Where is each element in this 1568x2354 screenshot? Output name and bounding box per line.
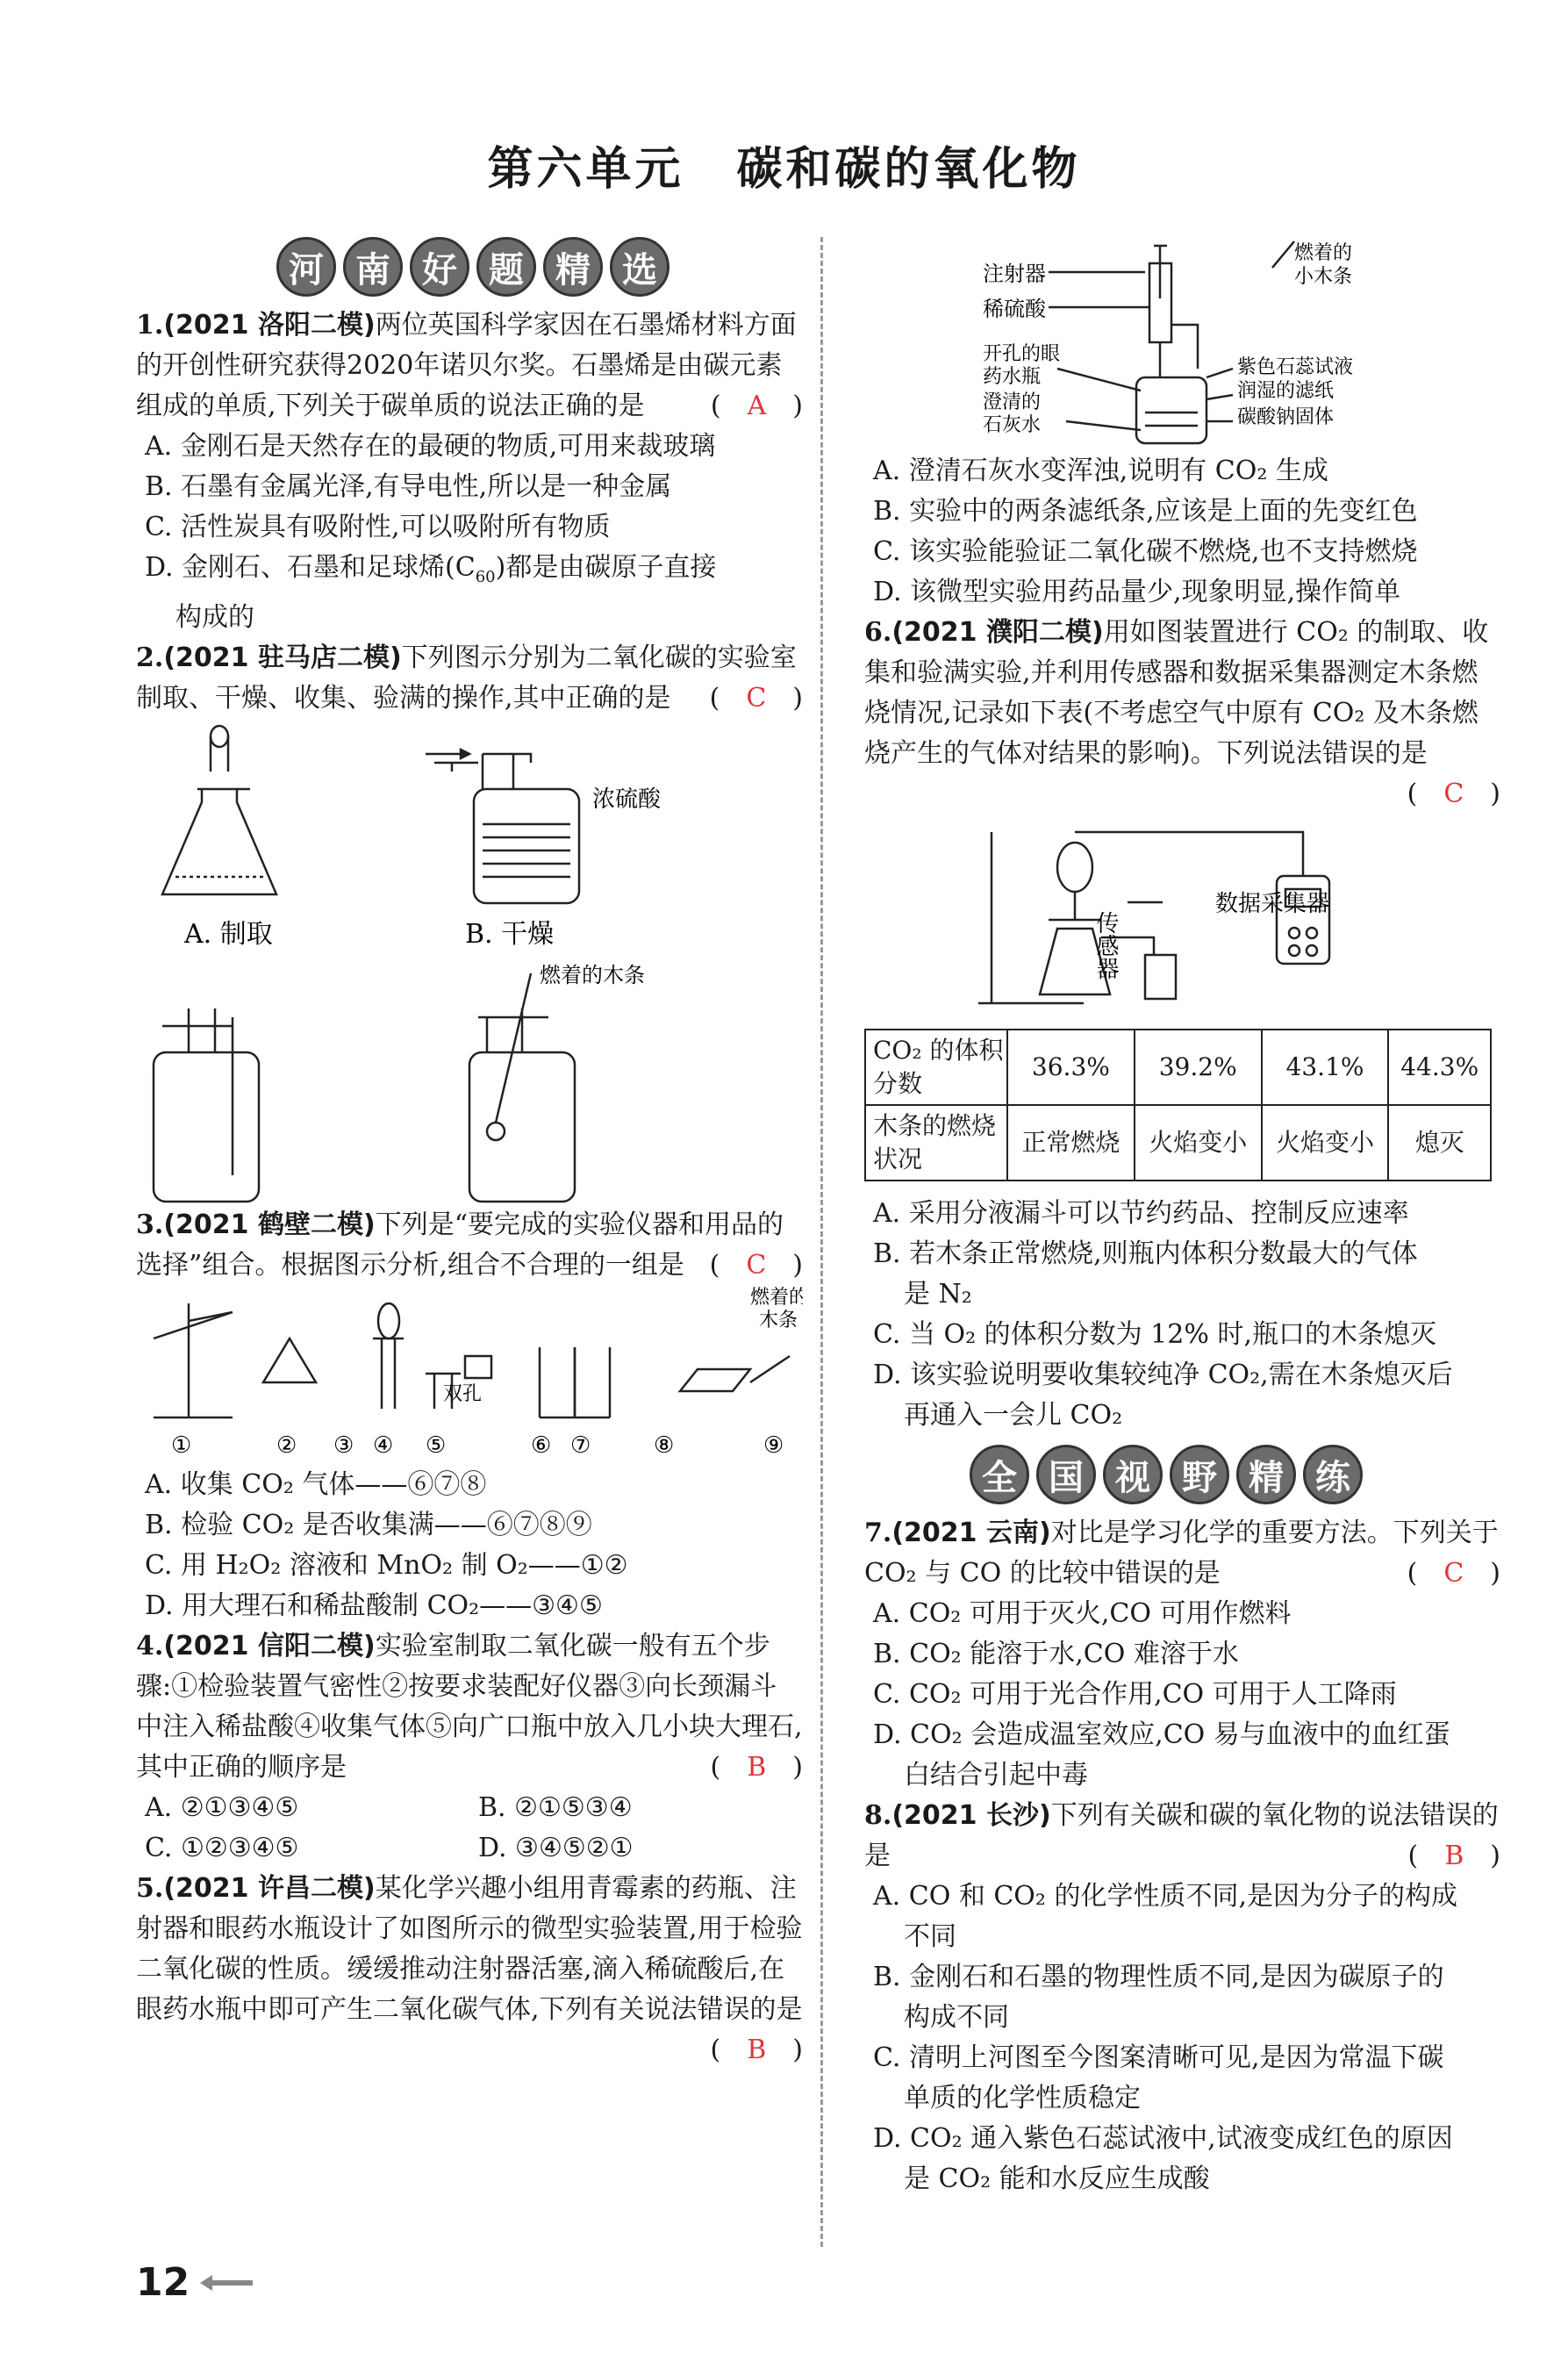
option-c-cont: 单质的化学性质稳定 xyxy=(904,2083,1141,2114)
option-b: B. 金刚石和石墨的物理性质不同,是因为碳原子的 xyxy=(873,1962,1444,1992)
answer-slot: ( C ) xyxy=(1407,779,1500,809)
question-3: 3.(2021 鹤壁二模)下列是“要完成的实验仪器和用品的选择”组合。根据图示分析,组合不合理的一组是 ( C ) 双孔 燃着的 木条 ① ② ③ ④ ⑤ ⑥ ⑦ ⑧ ⑨ A. 收集 CO₂ 气体——⑥⑦⑧ B. 检验 CO₂ 是否收集满——⑥⑦⑧⑨ C. 用 H₂O₂ 溶液和 MnO₂ 制 O₂——①② D. 用大理石和稀盐酸制 CO₂——③④⑤ xyxy=(136,1205,803,1626)
option-a: A. 收集 CO₂ 气体——⑥⑦⑧ xyxy=(145,1469,487,1500)
banner-char: 精 xyxy=(543,237,603,297)
label-burning: 燃着的 xyxy=(1294,242,1353,264)
arrow-left-icon xyxy=(200,2275,253,2291)
option-b-cont: 是 N₂ xyxy=(904,1279,972,1310)
question-1 xyxy=(136,305,803,638)
label-small-stick: 小木条 xyxy=(1294,266,1353,288)
label-3: ③ xyxy=(333,1432,354,1459)
label-eye-bottle-2: 药水瓶 xyxy=(983,366,1042,388)
banner-char: 南 xyxy=(343,237,403,297)
table-cell: 44.3% xyxy=(1388,1030,1491,1105)
option-a: A. 金刚石是天然存在的最硬的物质,可用来裁玻璃 xyxy=(145,431,716,462)
option-a: A. 采用分液漏斗可以节约药品、控制反应速率 xyxy=(873,1198,1409,1229)
label-7: ⑦ xyxy=(570,1432,591,1459)
table-cell: 火焰变小 xyxy=(1262,1105,1389,1181)
section-banner-national xyxy=(970,1445,1500,1504)
banner-char: 题 xyxy=(476,237,536,297)
q3-equipment-figure xyxy=(136,1286,803,1461)
label-dilute-acid: 稀硫酸 xyxy=(983,297,1046,321)
banner-char: 练 xyxy=(1303,1445,1363,1504)
question-source: (2021 鹤壁二模) xyxy=(163,1209,376,1240)
label-filter-paper: 润湿的滤纸 xyxy=(1237,380,1335,402)
option-b: B. CO₂ 能溶于水,CO 难溶于水 xyxy=(873,1639,1239,1669)
question-source: (2021 洛阳二模) xyxy=(163,310,376,341)
banner-char: 河 xyxy=(276,237,336,297)
answer-letter: C xyxy=(1443,779,1464,809)
answer-letter: B xyxy=(747,2035,767,2065)
q5-option-c: C. 该实验能验证二氧化碳不燃烧,也不支持燃烧 xyxy=(873,536,1418,567)
question-stem: 下列是“要完成的实验仪器和用品的选择”组合。根据图示分析,组合不合理的一组是 xyxy=(136,1209,784,1281)
table-cell: 木条的燃烧状况 xyxy=(865,1105,1007,1181)
answer-letter: C xyxy=(746,683,767,714)
label-stick: 木条 xyxy=(759,1310,798,1331)
question-7: 7.(2021 云南)对比是学习化学的重要方法。下列关于 CO₂ 与 CO 的比较中错误的是 ( C ) A. CO₂ 可用于灭火,CO 可用作燃料 B. CO₂ 能溶于水,CO 难溶于水 C. CO₂ 可用于光合作用,CO 可用于人工降雨 D. CO₂ 会造成温室效应,CO 易与血液中的血红蛋 白结合引起中毒 xyxy=(864,1513,1500,1796)
right-column xyxy=(864,237,1500,2200)
question-stem: 实验室制取二氧化碳一般有五个步骤:①检验装置气密性②按要求装配好仪器③向长颈漏斗中注入稀盐酸④收集气体⑤向广口瓶中放入几小块大理石,其中正确的顺序是 xyxy=(136,1631,803,1783)
label-5: ⑤ xyxy=(426,1432,447,1459)
question-stem: 用如图装置进行 CO₂ 的制取、收集和验满实验,并利用传感器和数据采集器测定木条燃烧情况,记录如下表(不考虑空气中原有 CO₂ 及木条燃烧产生的气体对结果的影响)。下列说法错误的是 xyxy=(864,617,1489,769)
answer-slot: ( B ) xyxy=(710,2035,803,2065)
question-source: (2021 驻马店二模) xyxy=(163,642,402,673)
label-4: ④ xyxy=(373,1432,394,1459)
table-cell: 36.3% xyxy=(1007,1030,1135,1105)
option-c: C. 用 H₂O₂ 溶液和 MnO₂ 制 O₂——①② xyxy=(145,1550,628,1581)
option-d: D. CO₂ 会造成温室效应,CO 易与血液中的血红蛋 xyxy=(873,1719,1450,1750)
label-8: ⑧ xyxy=(654,1432,675,1459)
option-a: A. CO 和 CO₂ 的化学性质不同,是因为分子的构成 xyxy=(873,1881,1458,1912)
answer-letter: C xyxy=(1443,1558,1464,1589)
label-double-hole: 双孔 xyxy=(443,1383,483,1405)
answer-slot: ( B ) xyxy=(1407,1841,1500,1871)
table-row xyxy=(865,1105,1491,1181)
table-cell: 39.2% xyxy=(1135,1030,1262,1105)
option-d: D. 该实验说明要收集较纯净 CO₂,需在木条熄灭后 xyxy=(873,1360,1453,1390)
question-source: (2021 信阳二模) xyxy=(163,1631,376,1661)
option-d: D. CO₂ 通入紫色石蕊试液中,试液变成红色的原因 xyxy=(873,2123,1453,2154)
table-row xyxy=(865,1030,1491,1105)
q6-apparatus-figure xyxy=(864,815,1500,1016)
answer-letter: B xyxy=(747,1752,767,1783)
answer-slot: ( C ) xyxy=(709,1250,803,1281)
label-conc-acid: 浓硫酸 xyxy=(592,786,662,813)
label-data-collector: 数据采集器 xyxy=(1215,891,1330,917)
flask-icon xyxy=(162,726,276,894)
banner-char: 国 xyxy=(1036,1445,1096,1504)
option-c: C. CO₂ 可用于光合作用,CO 可用于人工降雨 xyxy=(873,1679,1397,1710)
question-5: 5.(2021 许昌二模)某化学兴趣小组用青霉素的药瓶、注射器和眼药水瓶设计了如图所示的微型实验装置,用于检验二氧化碳的性质。缓缓推动注射器活塞,滴入稀硫酸后,在眼药水瓶中即可产生二氧化碳气体,下列有关说法错误的是 ( B ) xyxy=(136,1869,803,2030)
q5-apparatus-figure xyxy=(864,237,1500,448)
option-b: B. 石墨有金属光泽,有导电性,所以是一种金属 xyxy=(145,471,672,502)
question-source: (2021 濮阳二模) xyxy=(891,617,1104,648)
label-eye-bottle-1: 开孔的眼 xyxy=(983,343,1061,365)
question-6: 6.(2021 濮阳二模)用如图装置进行 CO₂ 的制取、收集和验满实验,并利用传感器和数据采集器测定木条燃烧情况,记录如下表(不考虑空气中原有 CO₂ 及木条燃烧产生的气体对结果的影响)。下列说法错误的是 ( C ) 传感器 数据采集器 CO₂ 的体积分数 36.3% 39.2% 43.1% 44.3% 木条的燃烧状况 正常燃烧 火焰变小 火焰变小 熄灭 A. 采用分液漏斗可以节约药品、控制反应速率 B. 若木条正常燃烧,则瓶内体积分数最大的气体 是 N₂ C. 当 O₂ 的体积分数为 12% 时,瓶口的木条熄灭 D. 该实验说明要收集较纯净 CO₂,需在木条熄灭后 再通入一会儿 CO₂ xyxy=(864,613,1500,1436)
table-cell: CO₂ 的体积分数 xyxy=(865,1030,1007,1105)
question-4: 4.(2021 信阳二模)实验室制取二氧化碳一般有五个步骤:①检验装置气密性②按要求装配好仪器③向长颈漏斗中注入稀盐酸④收集气体⑤向广口瓶中放入几小块大理石,其中正确的顺序是 ( B ) A. ②①③④⑤ B. ②①⑤③④ C. ①②③④⑤ D. ③④⑤②① xyxy=(136,1626,803,1869)
label-1: ① xyxy=(171,1432,192,1459)
answer-slot: ( B ) xyxy=(710,1752,803,1783)
question-2: 2.(2021 驻马店二模)下列图示分别为二氧化碳的实验室制取、干燥、收集、验满的操作,其中正确的是 ( C ) A. 制取 浓硫酸 B. 干燥 燃着的木条 xyxy=(136,638,803,1214)
option-c: C. 清明上河图至今图案清晰可见,是因为常温下碳 xyxy=(873,2042,1444,2073)
banner-char: 选 xyxy=(610,237,669,297)
table-cell: 火焰变小 xyxy=(1135,1105,1262,1181)
answer-slot: ( C ) xyxy=(1407,1558,1500,1589)
label-burning-stick: 燃着的木条 xyxy=(540,963,645,987)
label-6: ⑥ xyxy=(531,1432,552,1459)
label-limewater-2: 石灰水 xyxy=(983,414,1042,436)
question-source: (2021 云南) xyxy=(891,1518,1051,1548)
question-source: (2021 许昌二模) xyxy=(163,1873,376,1904)
section-banner-henan xyxy=(276,237,803,297)
q5-option-b: B. 实验中的两条滤纸条,应该是上面的先变红色 xyxy=(873,496,1418,527)
option-d-cont: 白结合引起中毒 xyxy=(904,1760,1088,1791)
page-title: 第六单元 碳和碳的氧化物 xyxy=(487,143,1081,196)
option-a: A. CO₂ 可用于灭火,CO 可用作燃料 xyxy=(873,1598,1292,1629)
option-b: B. 若木条正常燃烧,则瓶内体积分数最大的气体 xyxy=(873,1238,1418,1269)
table-cell: 熄灭 xyxy=(1388,1105,1491,1181)
answer-slot: ( A ) xyxy=(710,391,803,421)
page-number: 12 xyxy=(136,2260,190,2305)
option-a-cont: 不同 xyxy=(904,1921,956,1952)
label-2: ② xyxy=(276,1432,297,1459)
q5-option-a: A. 澄清石灰水变浑浊,说明有 CO₂ 生成 xyxy=(873,456,1328,486)
label-9: ⑨ xyxy=(763,1432,784,1459)
q5-option-d: D. 该微型实验用药品量少,现象明显,操作简单 xyxy=(873,577,1401,607)
banner-char: 精 xyxy=(1236,1445,1296,1504)
label-limewater-1: 澄清的 xyxy=(983,391,1042,413)
option-c: C. 活性炭具有吸附性,可以吸附所有物质 xyxy=(145,512,611,542)
question-stem: 两位英国科学家因在石墨烯材料方面的开创性研究获得2020年诺贝尔奖。石墨烯是由碳元素组成的单质,下列关于碳单质的说法正确的是 xyxy=(136,310,797,421)
label-litmus: 紫色石蕊试液 xyxy=(1237,356,1354,378)
question-number: 1. xyxy=(136,310,164,341)
drying-bottle-icon xyxy=(426,750,579,903)
collection-bottle-icon xyxy=(154,1008,259,1202)
answer-letter: B xyxy=(1444,1841,1464,1871)
option-d-cont: 构成的 xyxy=(175,602,254,633)
label-sensor: 传感器 xyxy=(1092,911,1119,980)
fig-b-label: B. 干燥 xyxy=(465,919,555,950)
option-d: D. 金刚石、石墨和足球烯$(C_{60})$都是由碳原子直接 xyxy=(145,552,717,586)
fig-a-label: A. 制取 xyxy=(184,919,273,950)
table-cell: 43.1% xyxy=(1262,1030,1389,1105)
option-d-cont: 再通入一会儿 CO₂ xyxy=(904,1400,1123,1431)
question-8: 8.(2021 长沙)下列有关碳和碳的氧化物的说法错误的是 ( B ) A. CO 和 CO₂ 的化学性质不同,是因为分子的构成 不同 B. 金刚石和石墨的物理性质不同,是因为碳原子的 构成不同 C. 清明上河图至今图案清晰可见,是因为常温下碳 单质的化学性质稳定 D. CO₂ 通入紫色石蕊试液中,试液变成红色的原因 是 CO₂ 能和水反应生成酸 xyxy=(864,1796,1500,2200)
option-b-cont: 构成不同 xyxy=(904,2002,1009,2033)
banner-char: 野 xyxy=(1170,1445,1229,1504)
option-d: D. ③④⑤②① xyxy=(478,1833,634,1863)
option-b: B. ②①⑤③④ xyxy=(478,1792,633,1823)
banner-char: 全 xyxy=(970,1445,1029,1504)
answer-letter: A xyxy=(747,391,767,421)
question-stem: 某化学兴趣小组用青霉素的药瓶、注射器和眼药水瓶设计了如图所示的微型实验装置,用于检验二氧化碳的性质。缓缓推动注射器活塞,滴入稀硫酸后,在眼药水瓶中即可产生二氧化碳气体,下列有关说法错误的是 xyxy=(136,1873,803,2025)
q6-data-table xyxy=(864,1029,1492,1181)
option-c: C. ①②③④⑤ xyxy=(145,1833,299,1863)
answer-letter: C xyxy=(746,1250,767,1281)
label-syringe: 注射器 xyxy=(983,262,1046,286)
question-stem: 下列有关碳和碳的氧化物的说法错误的是 xyxy=(864,1800,1499,1871)
label-sodium-carbonate: 碳酸钠固体 xyxy=(1237,406,1335,428)
table-cell: 正常燃烧 xyxy=(1007,1105,1135,1181)
column-divider xyxy=(820,237,823,2247)
option-c: C. 当 O₂ 的体积分数为 12% 时,瓶口的木条熄灭 xyxy=(873,1319,1436,1350)
banner-char: 好 xyxy=(410,237,469,297)
option-d: D. 用大理石和稀盐酸制 CO₂——③④⑤ xyxy=(145,1590,603,1621)
verification-bottle-icon xyxy=(469,973,575,1202)
q2-apparatus-figure xyxy=(136,719,803,1210)
option-b: B. 检验 CO₂ 是否收集满——⑥⑦⑧⑨ xyxy=(145,1510,592,1540)
label-burning: 燃着的 xyxy=(750,1287,803,1309)
banner-char: 视 xyxy=(1103,1445,1163,1504)
answer-slot: ( C ) xyxy=(709,683,803,714)
left-column xyxy=(136,237,803,2071)
option-d-cont: 是 CO₂ 能和水反应生成酸 xyxy=(904,2164,1210,2194)
option-a: A. ②①③④⑤ xyxy=(145,1792,299,1823)
question-source: (2021 长沙) xyxy=(891,1800,1051,1831)
question-stem: 对比是学习化学的重要方法。下列关于 CO₂ 与 CO 的比较中错误的是 xyxy=(864,1518,1499,1589)
question-stem: 下列图示分别为二氧化碳的实验室制取、干燥、收集、验满的操作,其中正确的是 xyxy=(136,642,797,714)
